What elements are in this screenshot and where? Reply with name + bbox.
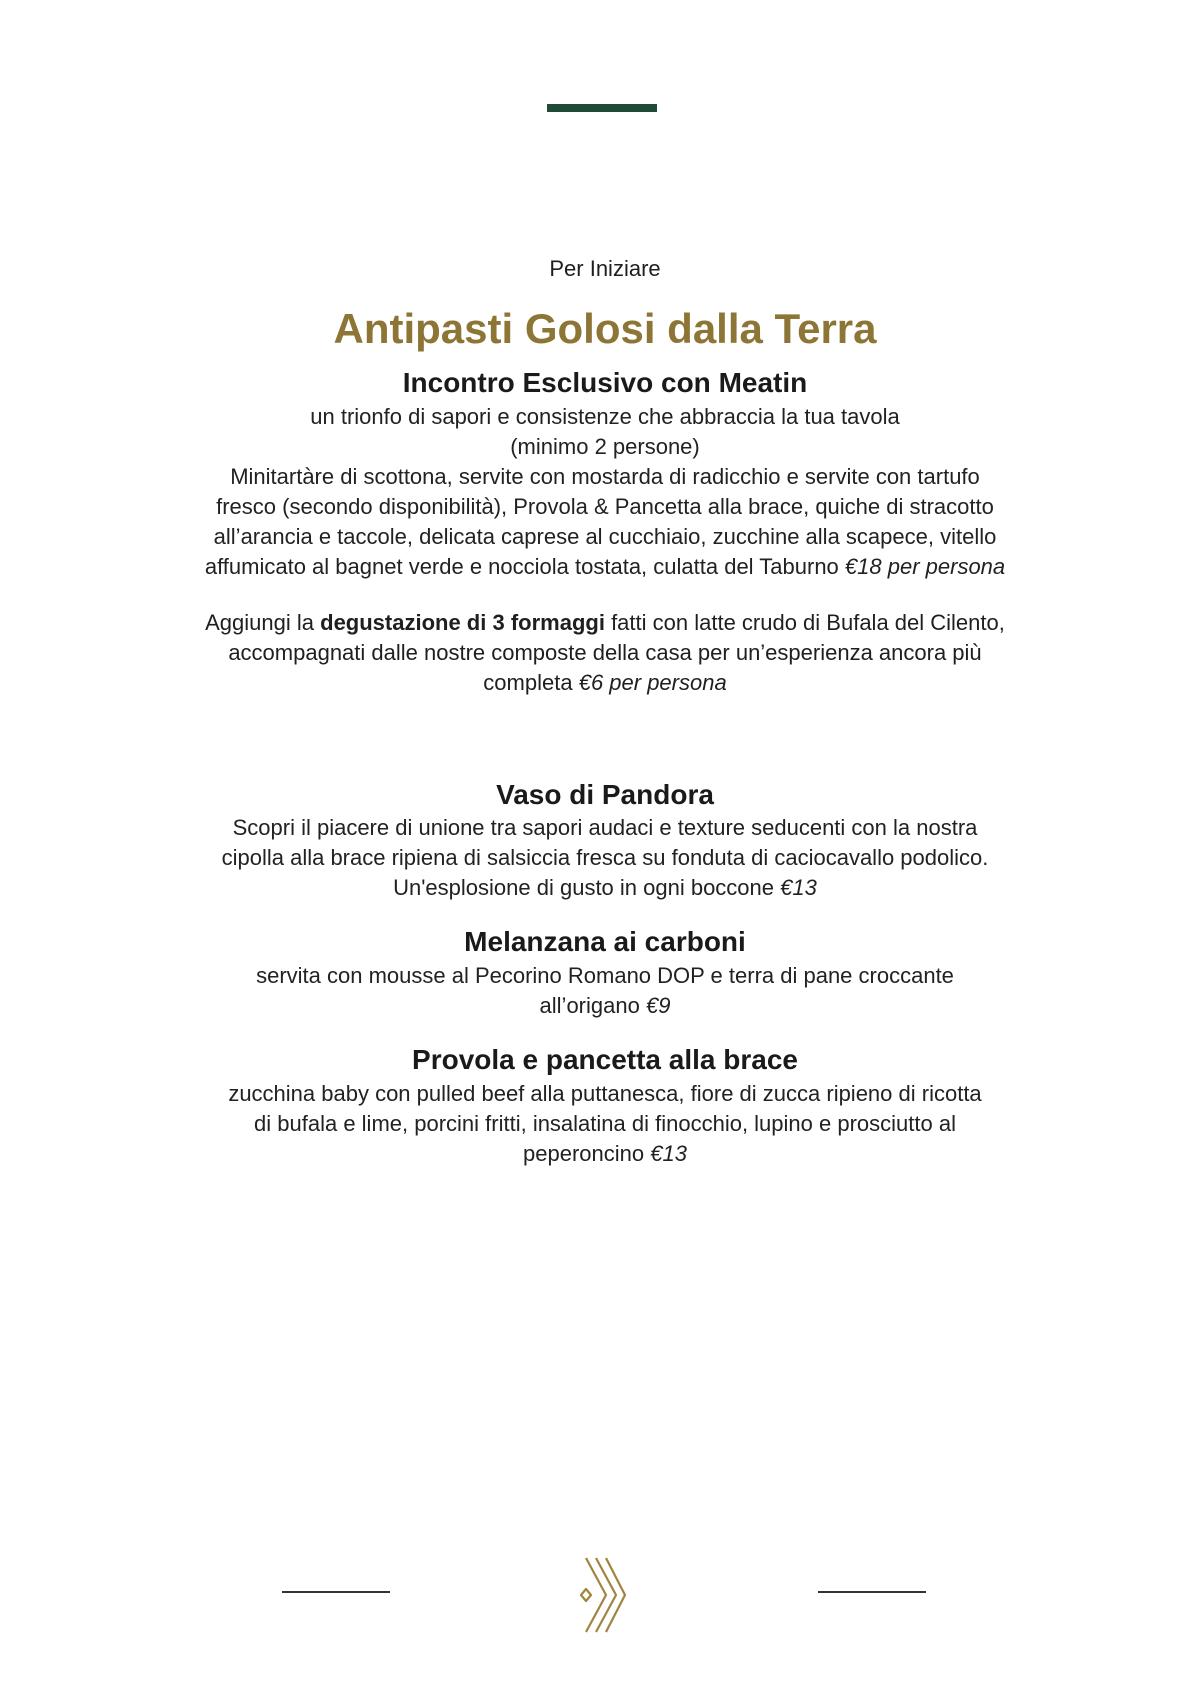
dish-description-line: Scopri il piacere di unione tra sapori audaci e texture seducenti con la nostra	[232, 815, 978, 841]
dish-description-line: Un'esplosione di gusto in ogni boccone	[393, 875, 775, 901]
dish-description-line: all’origano	[539, 992, 640, 1018]
dish-description-line: affumicato al bagnet verde e nocciola tostata, culatta del Taburno	[204, 553, 839, 579]
monogram-logo-icon	[578, 1554, 628, 1636]
dish-description-line: di bufala e lime, porcini fritti, insalatina di finocchio, lupino e prosciutto al	[254, 1110, 956, 1136]
addon-text: Aggiungi la	[205, 609, 314, 635]
section-eyebrow: Per Iniziare	[549, 256, 661, 281]
dish-price: €13	[780, 875, 817, 901]
addon-text: accompagnati dalle nostre composte della casa per un’esperienza ancora più	[228, 639, 982, 665]
dish-name: Incontro Esclusivo con Meatin	[402, 367, 808, 399]
dish-name: Provola e pancetta alla brace	[412, 1043, 798, 1075]
footer-divider-left	[282, 1591, 390, 1593]
dish-description	[60, 402, 1150, 582]
dish-description-line: cipolla alla brace ripiena di salsiccia fresca su fonduta di caciocavallo podolico.	[221, 845, 989, 871]
dish-description-line: un trionfo di sapori e consistenze che abbraccia la tua tavola	[310, 403, 900, 429]
addon-highlight: degustazione di 3 formaggi	[320, 609, 605, 635]
dish-item	[60, 366, 1150, 698]
menu-page	[60, 256, 1150, 1191]
dish-price: €9	[645, 992, 671, 1018]
dish-description-line: servita con mousse al Pecorino Romano DOP e terra di pane croccante	[256, 962, 954, 988]
dish-item	[60, 925, 1150, 1021]
addon-price: €6 per persona	[578, 669, 727, 695]
addon-text: fatti con latte crudo di Bufala del Cilento,	[611, 609, 1005, 635]
dish-description	[60, 961, 1150, 1021]
dish-name: Melanzana ai carboni	[464, 926, 746, 958]
dish-price: €13	[650, 1140, 687, 1166]
dish-price: €18 per persona	[844, 553, 1006, 579]
dish-item	[60, 778, 1150, 904]
dish-description	[60, 813, 1150, 903]
dish-description-line: zucchina baby con pulled beef alla puttanesca, fiore di zucca ripieno di ricotta	[228, 1080, 982, 1106]
dish-description	[60, 1079, 1150, 1169]
top-divider-bar	[547, 104, 657, 112]
dish-item	[60, 1043, 1150, 1169]
footer-divider-right	[818, 1591, 926, 1593]
dish-description-line: all’arancia e taccole, delicata caprese al cucchiaio, zucchine alla scapece, vitello	[213, 523, 997, 549]
section-title: Antipasti Golosi dalla Terra	[333, 305, 877, 352]
dish-description-line: fresco (secondo disponibilità), Provola & Pancetta alla brace, quiche di stracotto	[216, 493, 994, 519]
dish-name: Vaso di Pandora	[496, 778, 714, 810]
cheese-tasting-addon	[60, 608, 1150, 698]
dish-description-line: Minitartàre di scottona, servite con mostarda di radicchio e servite con tartufo	[230, 463, 980, 489]
dish-description-line: peperoncino	[523, 1140, 645, 1166]
addon-text: completa	[483, 669, 573, 695]
dish-description-line: (minimo 2 persone)	[510, 433, 700, 459]
